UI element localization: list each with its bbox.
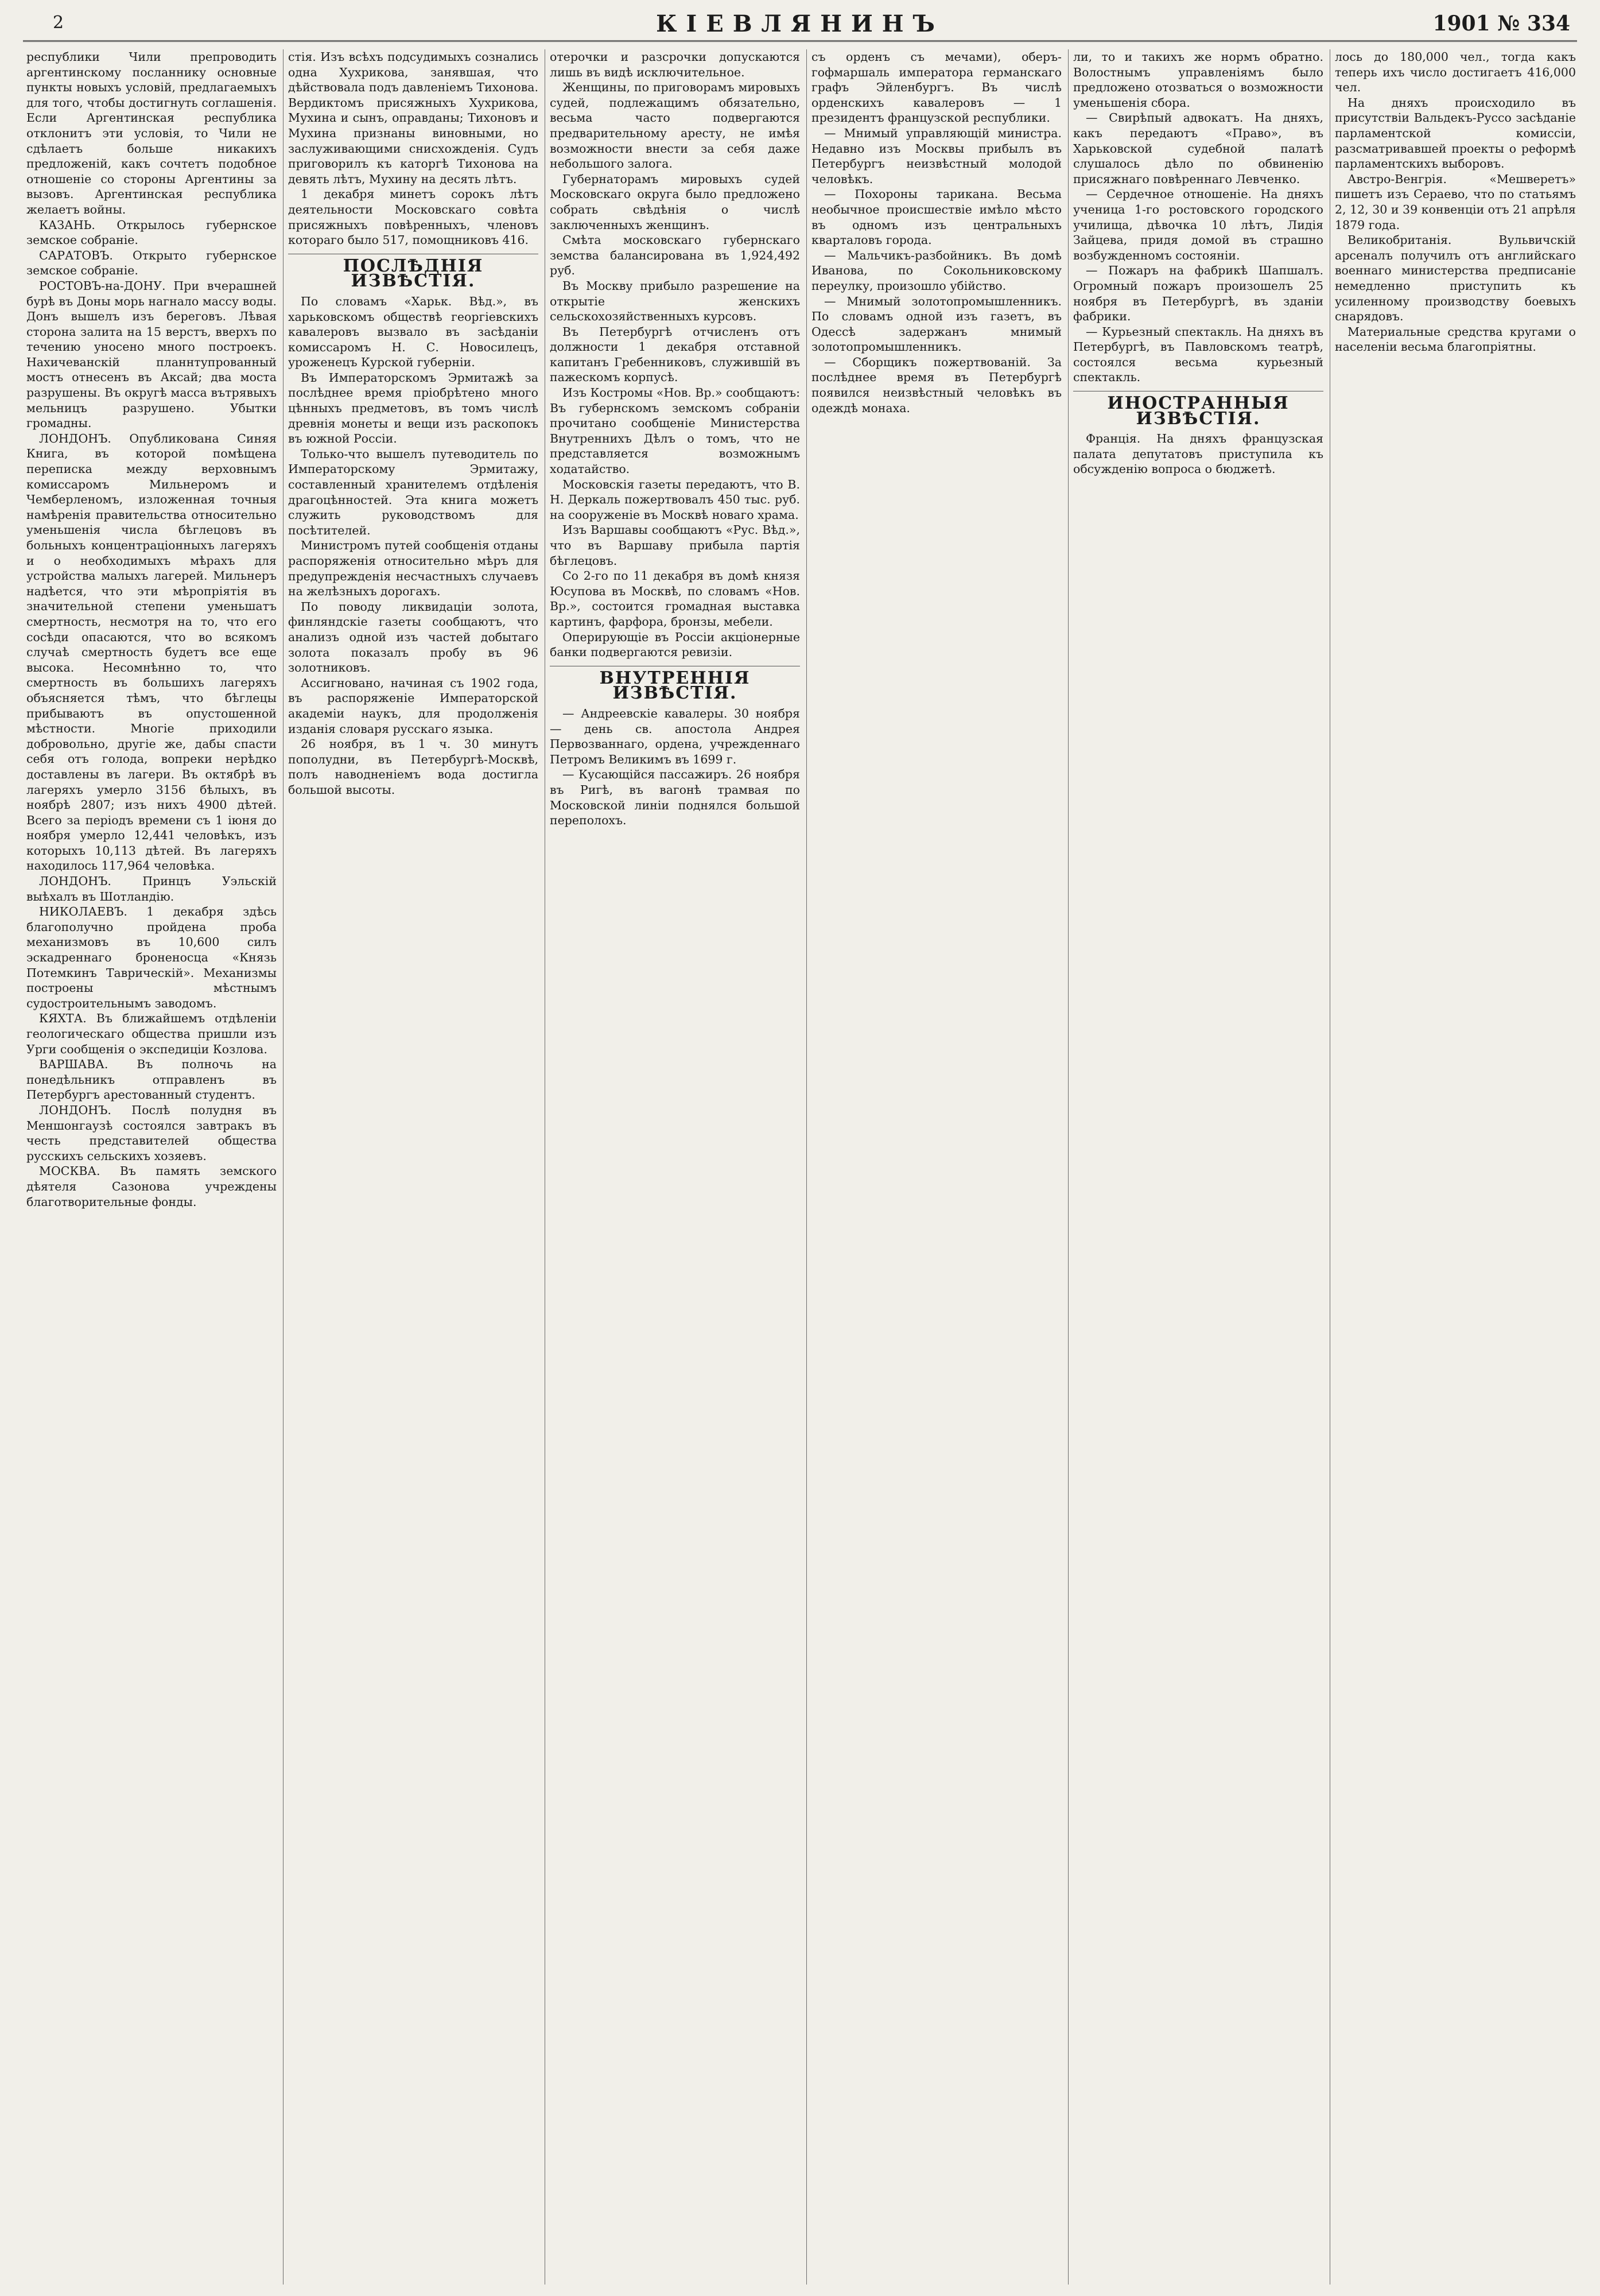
telegram-london-2: ЛОНДОНЪ. Принцъ Уэльскій выѣхалъ въ Шотландію. xyxy=(26,874,277,903)
article-paragraph: Австро-Венгрія. «Мешверетъ» пишетъ изъ Сераево, что по статьямъ 2, 12, 30 и 39 конвенціи отъ 21 апрѣля 1879 года. xyxy=(1335,172,1576,232)
article-paragraph: — Сердечное отношеніе. На дняхъ ученица 1-го ростовского городского училища, дѣвочка 10 лѣтъ, Лидія Зайцева, придя домой въ страшно возбужденномъ состояніи. xyxy=(1073,187,1323,262)
telegram-kyakhta: КЯХТА. Въ ближайшемъ отдѣленіи геологическаго общества пришли изъ Урги сообщенія о экспедиціи Козлова. xyxy=(26,1011,277,1056)
article-paragraph: — Андреевскіе кавалеры. 30 ноября — день св. апостола Андрея Первозваннаго, ордена, учрежденнаго Петромъ Великимъ въ 1699 г. xyxy=(550,706,800,766)
article-paragraph: — Пожаръ на фабрикѣ Шапшалъ. Огромный пожаръ произошелъ 25 ноября въ Петербургѣ, въ зданіи фабрики. xyxy=(1073,263,1323,324)
article-paragraph: — Свирѣпый адвокатъ. На дняхъ, какъ передаютъ «Право», въ Харьковской судебной палатѣ слушалось дѣло по обвиненію присяжнаго повѣреннаго Левченко. xyxy=(1073,111,1323,186)
article-paragraph: 26 ноября, въ 1 ч. 30 минутъ пополудни, въ Петербургѣ-Москвѣ, полъ наводненіемъ вода достигла большой высоты. xyxy=(288,737,538,797)
article-paragraph: Оперирующіе въ Россіи акціонерные банки подвергаются ревизіи. xyxy=(550,630,800,660)
section-heading-foreign-news: ИНОСТРАННЫЯ ИЗВѢСТІЯ. xyxy=(1073,391,1323,426)
column-2 xyxy=(288,49,538,2285)
article-paragraph: отерочки и разсрочки допускаются лишь въ видѣ исключительное. xyxy=(550,50,800,79)
article-paragraph: — Курьезный спектакль. На дняхъ въ Петербургѣ, въ Павловскомъ театрѣ, состоялся весьма курьезный спектакль. xyxy=(1073,324,1323,385)
article-paragraph: Смѣта московскаго губернскаго земства балансирована въ 1,924,492 руб. xyxy=(550,233,800,278)
article-paragraph: По поводу ликвидаціи золота, финляндскіе газеты сообщаютъ, что анализъ одной изъ частей добытаго золота показалъ пробу въ 96 золотниковъ. xyxy=(288,599,538,675)
article-paragraph: Въ Петербургѣ отчисленъ отъ должности 1 декабря отставной капитанъ Гребенниковъ, служившій въ пажескомъ корпусѣ. xyxy=(550,324,800,385)
article-paragraph: Губернаторамъ мировыхъ судей Московскаго округа было предложено собрать свѣдѣнія о числѣ заключенныхъ женщинъ. xyxy=(550,172,800,232)
article-paragraph: Въ Москву прибыло разрешение на открытіе женскихъ сельскохозяйственныхъ курсовъ. xyxy=(550,278,800,324)
newspaper-title: КІЕВЛЯНИНЪ xyxy=(656,10,944,37)
article-paragraph: — Мнимый золотопромышленникъ. По словамъ одной изъ газетъ, въ Одессѣ задержанъ мнимый золотопромышленникъ. xyxy=(811,294,1062,354)
article-paragraph: Изъ Варшавы сообщаютъ «Рус. Вѣд.», что въ Варшаву прибыла партія бѣглецовъ. xyxy=(550,523,800,568)
column-rule xyxy=(806,49,807,2285)
article-paragraph: Материальные средства кругами о населеніи весьма благопріятны. xyxy=(1335,324,1576,354)
section-heading-latest-news: ПОСЛѢДНІЯ ИЗВѢСТІЯ. xyxy=(288,254,538,289)
article-paragraph: — Кусающійся пассажиръ. 26 ноября въ Ригѣ, въ вагонѣ трамвая по Московской линіи поднялся большой переполохъ. xyxy=(550,767,800,828)
article-paragraph: Министромъ путей сообщенія отданы распоряженія относительно мѣръ для предупрежденія несчастныхъ случаевъ на желѣзныхъ дорогахъ. xyxy=(288,538,538,599)
article-paragraph: лось до 180,000 чел., тогда какъ теперь ихъ число достигаетъ 416,000 чел. xyxy=(1335,50,1576,95)
article-paragraph: — Мальчикъ-разбойникъ. Въ домѣ Иванова, по Сокольниковскому переулку, произошло убійство. xyxy=(811,248,1062,293)
telegram-kazan: КАЗАНЬ. Открылось губернское земское собраніе. xyxy=(26,218,277,247)
article-paragraph: — Похороны тарикана. Весьма необычное происшествіе имѣло мѣсто въ одномъ изъ центральныхъ кварталовъ города. xyxy=(811,187,1062,247)
column-3 xyxy=(550,49,800,2285)
telegram-london: ЛОНДОНЪ. Опубликована Синяя Книга, въ которой помѣщена переписка между верховнымъ комиссаромъ Мильнеромъ и Чемберленомъ, изложенная точныя намѣренія правительства относительно уменьшенія числа бѣглецовъ въ больныхъ концентраціонныхъ лагеряхъ и о необходимыхъ мѣрахъ для устройства малыхъ лагерей. Мильнеръ надѣется, что эти мѣропріятія въ значительной степени уменьшатъ смертность, несмотря на то, что его сосѣди опасаются, что во всякомъ случаѣ смертность будетъ все еще высока. Несомнѣнно то, что смертность въ большихъ лагеряхъ объясняется тѣмъ, что бѣглецы прибываютъ въ опустошенной мѣстности. Многіе приходили добровольно, другіе же, дабы спасти себя отъ голода, вопреки нерѣдко доставлены въ лагери. Въ октябрѣ въ лагеряхъ умерло 3156 бѣлыхъ, въ ноябрѣ 2807; изъ нихъ 4900 дѣтей. Всего за періодъ времени съ 1 іюня до ноября умерло 12,441 человѣкъ, изъ которыхъ 10,113 дѣтей. Въ лагеряхъ находилось 117,964 человѣка. xyxy=(26,431,277,873)
telegram-moscow: МОСКВА. Въ память земского дѣятеля Сазонова учреждены благотворительные фонды. xyxy=(26,1164,277,1209)
article-paragraph: Франція. На дняхъ французская палата депутатовъ приступила къ обсужденію вопроса о бюджетѣ. xyxy=(1073,432,1323,476)
article-paragraph: Московскія газеты передаютъ, что В. Н. Деркаль пожертвовалъ 450 тыс. руб. на сооруженіе въ Москвѣ новаго храма. xyxy=(550,477,800,522)
article-paragraph: Въ Императорскомъ Эрмитажѣ за послѣднее время пріобрѣтено много цѣнныхъ предметовъ, въ томъ числѣ древнія монеты и вещи изъ раскопокъ въ южной Россіи. xyxy=(288,370,538,446)
article-paragraph: Женщины, по приговорамъ мировыхъ судей, подлежащимъ обязательно, весьма часто подвергаются предварительному аресту, не имѣя возможности внести за себя даже небольшого залога. xyxy=(550,80,800,171)
column-6 xyxy=(1335,49,1576,2285)
column-1 xyxy=(26,49,277,2285)
article-paragraph: — Мнимый управляющій министра. Недавно изъ Москвы прибылъ въ Петербургъ неизвѣстный молодой человѣкъ. xyxy=(811,126,1062,186)
column-rule xyxy=(283,49,284,2285)
telegram-saratov: САРАТОВЪ. Открыто губернское земское собраніе. xyxy=(26,248,277,278)
article-paragraph: По словамъ «Харьк. Вѣд.», въ харьковскомъ обществѣ георгіевскихъ кавалеровъ вызвало въ засѣданіи комиссаромъ Н. С. Новосилецъ, уроженецъ Курской губерніи. xyxy=(288,294,538,370)
article-paragraph: Со 2-го по 11 декабря въ домѣ князя Юсупова въ Москвѣ, по словамъ «Нов. Вр.», состоится громадная выставка картинъ, фарфора, бронзы, мебели. xyxy=(550,569,800,629)
article-paragraph: Великобританія. Вульвичскій арсеналъ получилъ отъ английскаго военнаго министерства предписаніе немедленно приступить къ усиленному производству боевыхъ снарядовъ. xyxy=(1335,233,1576,324)
article-paragraph: Изъ Костромы «Нов. Вр.» сообщаютъ: Въ губернскомъ земскомъ собраніи прочитано сообщеніе Министерства Внутреннихъ Дѣлъ о томъ, что не представляется возможнымъ ходатайство. xyxy=(550,386,800,476)
article-paragraph: На дняхъ происходило въ присутствіи Вальдекъ-Руссо засѣданіе парламентской комиссіи, разсматривавшей проекты о реформѣ парламентскихъ выборовъ. xyxy=(1335,95,1576,171)
masthead xyxy=(23,10,1577,42)
telegram-nikolaev: НИКОЛАЕВЪ. 1 декабря здѣсь благополучно пройдена проба механизмовъ въ 10,600 силъ эскадреннаго броненосца «Князь Потемкинъ Таврическій». Механизмы построены мѣстнымъ судостроительнымъ заводомъ. xyxy=(26,905,277,1010)
article-paragraph: республики Чили препроводить аргентинскому посланнику основные пункты новыхъ условій, предлагаемыхъ для того, чтобы достигнуть соглашенія. Если Аргентинская республика отклонитъ эти условія, то Чили не сдѣлаетъ больше никакихъ предложеній, какъ сочтетъ подобное отношеніе со стороны Аргентины за вызовъ. Аргентинская республика желаетъ войны. xyxy=(26,50,277,216)
article-paragraph: ли, то и такихъ же нормъ обратно. Волостнымъ управленіямъ было предложено отозваться о возможности уменьшенія сбора. xyxy=(1073,50,1323,110)
page-number: 2 xyxy=(53,13,64,33)
section-heading-internal-news: ВНУТРЕННІЯ ИЗВѢСТІЯ. xyxy=(550,666,800,701)
telegram-warsaw: ВАРШАВА. Въ полночь на понедѣльникъ отправленъ въ Петербургъ арестованный студентъ. xyxy=(26,1057,277,1102)
article-paragraph: съ орденъ съ мечами), оберъ-гофмаршаль императора германскаго графъ Эйленбургъ. Въ числѣ орденскихъ кавалеровъ — 1 президентъ французской республики. xyxy=(811,50,1062,125)
telegram-rostov: РОСТОВЪ-на-ДОНУ. При вчерашней бурѣ въ Доны морь нагнало массу воды. Донъ вышелъ изъ береговъ. Лѣвая сторона залита на 15 верстъ, вверхъ по течению уносено много построекъ. Нахичеванскій планнтупрованный мостъ отнесенъ въ Аксай; два моста разрушены. Въ округѣ масса вътрявыхъ мельницъ разрушено. Убытки громадны. xyxy=(26,278,277,430)
column-5 xyxy=(1073,49,1323,2285)
article-paragraph: 1 декабря минетъ сорокъ лѣтъ деятельности Московскаго совѣта присяжныхъ повѣренныхъ, членовъ котораго было 517, помощниковъ 416. xyxy=(288,187,538,247)
issue-number: 1901 № 334 xyxy=(1432,11,1570,36)
article-paragraph: Только-что вышелъ путеводитель по Императорскому Эрмитажу, составленный хранителемъ отдѣленія драгоцѣнностей. Эта книга можетъ служить руководствомъ для посѣтителей. xyxy=(288,447,538,537)
article-paragraph: — Сборщикъ пожертвованій. За послѣднее время въ Петербургѣ появился неизвѣстный человѣкъ въ одеждѣ монаха. xyxy=(811,355,1062,415)
column-4 xyxy=(811,49,1062,2285)
article-paragraph: стія. Изъ всѣхъ подсудимыхъ сознались одна Хухрикова, занявшая, что дѣйствовала подъ давленіемъ Тихонова. Вердиктомъ присяжныхъ Хухрикова, Мухина и сынъ, оправданы; Тихоновъ и Мухина признаны виновными, но заслуживающими снисхожденія. Судъ приговорилъ къ каторгѣ Тихонова на девять лѣтъ, Мухину на десять лѣтъ. xyxy=(288,50,538,186)
article-paragraph: Ассигновано, начиная съ 1902 года, въ распоряженіе Императорской академіи наукъ, для продолженія изданія словаря русскаго языка. xyxy=(288,676,538,736)
telegram-london-3: ЛОНДОНЪ. Послѣ полудня въ Меншонгаузѣ состоялся завтракъ въ честь представителей общества русскихъ сельскихъ хозяевъ. xyxy=(26,1103,277,1163)
column-rule xyxy=(1068,49,1069,2285)
